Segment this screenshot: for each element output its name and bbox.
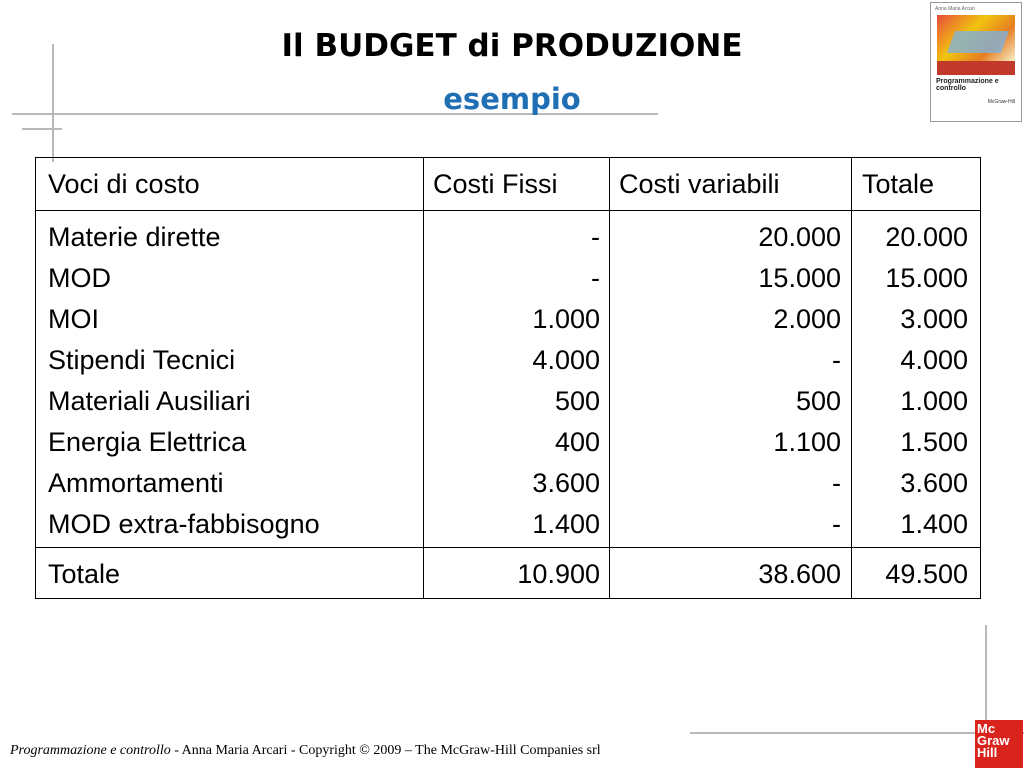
header-voci: Voci di costo bbox=[48, 169, 200, 199]
row-totale: 20.000 bbox=[885, 222, 968, 252]
row-variabili: - bbox=[832, 345, 841, 375]
row-totale: 1.400 bbox=[900, 509, 968, 539]
header-fissi: Costi Fissi bbox=[433, 169, 558, 199]
logo-line: Graw bbox=[977, 733, 1010, 748]
row-totale: 15.000 bbox=[885, 263, 968, 293]
slide-subtitle: esempio bbox=[443, 82, 581, 116]
row-variabili: 500 bbox=[795, 386, 841, 416]
row-totale: 1.500 bbox=[900, 427, 968, 457]
row-voce: MOD extra-fabbisogno bbox=[48, 509, 320, 539]
footer-credits: - Anna Maria Arcari - Copyright © 2009 – The McGraw-Hill Companies srl bbox=[170, 743, 601, 758]
row-totale: 1.000 bbox=[900, 386, 968, 416]
header-variabili: Costi variabili bbox=[619, 169, 780, 199]
decor-line bbox=[690, 732, 1024, 734]
logo-line: Mc bbox=[977, 721, 996, 736]
row-voce: Ammortamenti bbox=[48, 468, 224, 498]
table-divider bbox=[36, 210, 980, 211]
budget-table bbox=[35, 157, 981, 599]
row-fissi: 1.400 bbox=[532, 509, 600, 539]
row-fissi: 3.600 bbox=[532, 468, 600, 498]
row-voce: Energia Elettrica bbox=[48, 427, 247, 457]
mcgraw-hill-logo bbox=[975, 720, 1023, 768]
row-totale: 3.600 bbox=[900, 468, 968, 498]
table-divider bbox=[36, 547, 980, 548]
row-fissi: - bbox=[591, 263, 600, 293]
cover-art bbox=[947, 31, 1009, 53]
decor-line bbox=[22, 128, 62, 130]
row-voce: Stipendi Tecnici bbox=[48, 345, 236, 375]
total-voce: Totale bbox=[48, 559, 121, 589]
row-totale: 4.000 bbox=[900, 345, 968, 375]
logo-line: Hill bbox=[977, 745, 998, 760]
footer-copyright bbox=[10, 743, 601, 759]
row-fissi: 500 bbox=[554, 386, 600, 416]
book-cover bbox=[930, 2, 1022, 122]
row-fissi: 1.000 bbox=[532, 304, 600, 334]
total-variabili: 38.600 bbox=[758, 559, 841, 589]
row-variabili: - bbox=[832, 468, 841, 498]
cover-author: Anna Maria Arcari bbox=[935, 6, 975, 12]
cover-art bbox=[937, 61, 1015, 75]
footer-book-title: Programmazione e controllo bbox=[10, 743, 171, 758]
row-variabili: 1.100 bbox=[773, 427, 841, 457]
row-fissi: - bbox=[591, 222, 600, 252]
row-variabili: 20.000 bbox=[758, 222, 841, 252]
total-totale: 49.500 bbox=[885, 559, 968, 589]
total-fissi: 10.900 bbox=[517, 559, 600, 589]
row-voce: Materie dirette bbox=[48, 222, 221, 252]
row-totale: 3.000 bbox=[900, 304, 968, 334]
slide-title: Il BUDGET di PRODUZIONE bbox=[281, 28, 743, 64]
row-voce: Materiali Ausiliari bbox=[48, 386, 251, 416]
row-fissi: 400 bbox=[554, 427, 600, 457]
cover-title: Programmazione e controllo bbox=[936, 78, 999, 92]
row-variabili: - bbox=[832, 509, 841, 539]
header-totale: Totale bbox=[862, 169, 935, 199]
row-voce: MOD bbox=[48, 263, 111, 293]
cover-publisher: McGraw-Hill bbox=[987, 99, 1015, 105]
row-variabili: 2.000 bbox=[773, 304, 841, 334]
row-fissi: 4.000 bbox=[532, 345, 600, 375]
row-variabili: 15.000 bbox=[758, 263, 841, 293]
row-voce: MOI bbox=[48, 304, 99, 334]
